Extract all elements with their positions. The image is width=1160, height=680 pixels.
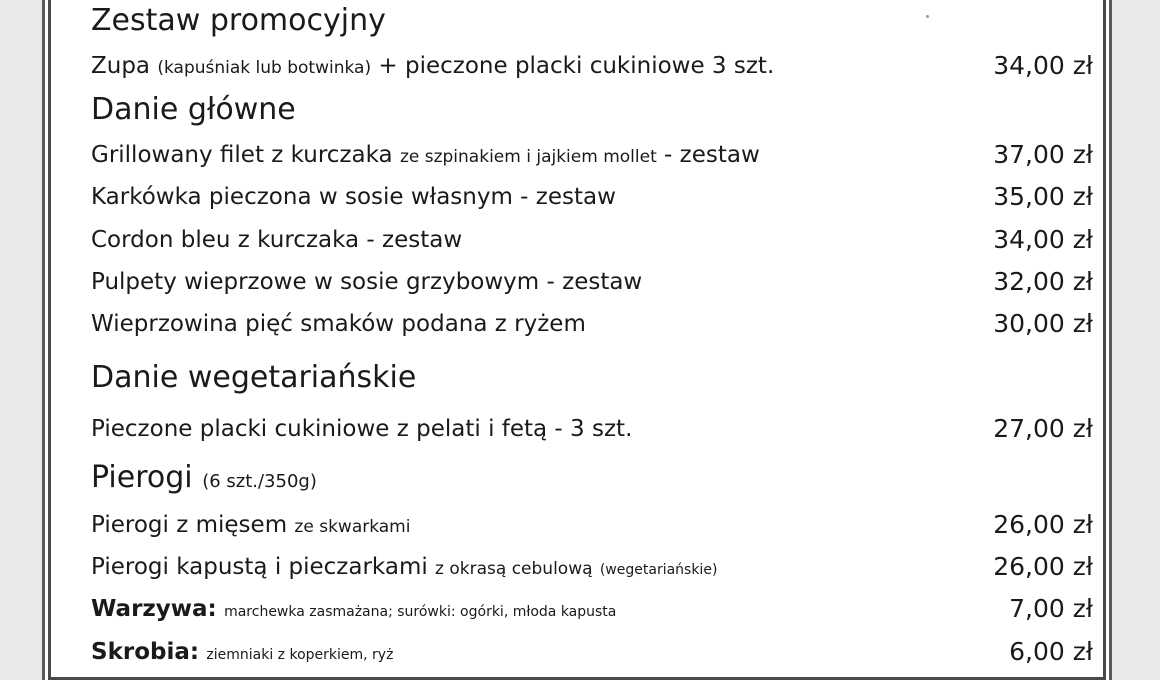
menu-item [91,179,1093,215]
item-price: 26,00 zł [993,510,1093,539]
item-name: Cordon bleu z kurczaka - zestaw [91,227,463,253]
item-name: Grillowany filet z kurczaka ze szpinakiem i jajkiem mollet - zestaw [91,142,760,168]
item-name: Pieczone placki cukiniowe z pelati i fetą - 3 szt. [91,416,633,442]
item-price: 35,00 zł [993,182,1093,211]
section-title-pierogi: Pierogi (6 szt./350g) [91,460,317,495]
item-price: 32,00 zł [993,267,1093,296]
item-price: 6,00 zł [1009,637,1093,666]
item-price: 27,00 zł [993,414,1093,443]
menu-item [91,137,1093,173]
item-name: Pierogi z mięsem ze skwarkami [91,512,411,538]
menu-item [91,306,1093,342]
item-name: Karkówka pieczona w sosie własnym - zestaw [91,184,616,210]
menu-item [91,411,1093,447]
speck [926,15,929,18]
menu-card [48,0,1106,680]
item-name: Zupa (kapuśniak lub botwinka) + pieczone placki cukiniowe 3 szt. [91,53,775,79]
section-title-main: Danie główne [91,92,296,127]
item-price: 30,00 zł [993,309,1093,338]
item-price: 37,00 zł [993,140,1093,169]
item-price: 34,00 zł [993,51,1093,80]
menu-item [91,222,1093,258]
menu-item [91,48,1093,84]
side-item [91,591,1093,627]
item-name: Wieprzowina pięć smaków podana z ryżem [91,311,586,337]
item-name: Warzywa: marchewka zasmażana; surówki: ogórki, młoda kapusta [91,596,617,622]
item-price: 7,00 zł [1009,594,1093,623]
section-title-promo: Zestaw promocyjny [91,3,386,38]
menu-item [91,264,1093,300]
item-name: Pierogi kapustą i pieczarkami z okrasą cebulową (wegetariańskie) [91,554,718,580]
menu-item [91,549,1093,585]
menu-item [91,507,1093,543]
item-name: Pulpety wieprzowe w sosie grzybowym - zestaw [91,269,643,295]
item-price: 34,00 zł [993,225,1093,254]
section-title-vege: Danie wegetariańskie [91,360,417,395]
item-price: 26,00 zł [993,552,1093,581]
item-name: Skrobia: ziemniaki z koperkiem, ryż [91,639,394,665]
